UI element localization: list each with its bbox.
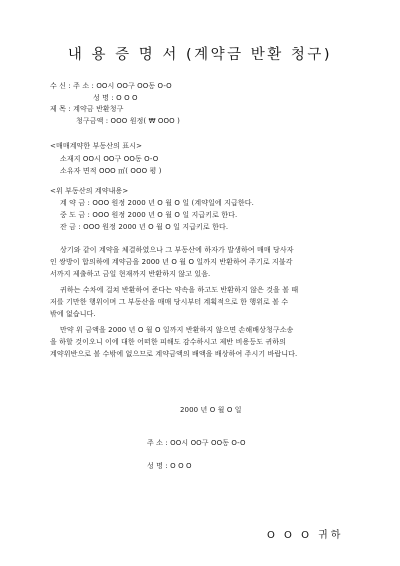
recipient-address: 수 신 : 주 소 : OO시 OO구 OO동 O-O	[50, 82, 172, 90]
contract-row-interim: 중 도 금 : OOO 원정 2000 년 O 월 O 일 지급키로 한다.	[60, 211, 238, 219]
property-location: 소재지 OO시 OO구 OO동 O-O	[60, 155, 159, 163]
body-para2-line3: 밖에 없습니다.	[50, 310, 96, 318]
body-para1-line3: 서까지 제출하고 금일 현재까지 반환하지 않고 있음.	[50, 270, 211, 278]
body-para1-line2: 인 쌍방이 합의하에 계약금을 2000 년 O 월 O 일까지 반환하여 주기로 지불각	[50, 258, 293, 266]
contract-heading: <위 부동산의 계약내용>	[50, 187, 129, 195]
sender-name: 성 명 : O O O	[147, 462, 192, 470]
body-para3-line3: 계약위반으로 볼 수밖에 없으므로 계약금액의 배액을 배상하여 주시기 바랍니다.	[50, 350, 298, 358]
property-area: 소유자 면적 OOO ㎡( OOO 평 )	[60, 167, 162, 175]
body-para3-line1: 만약 위 금액을 2000 년 O 월 O 일까지 반환하지 않으면 손해배상청구소송	[60, 326, 294, 334]
contract-row-balance: 잔 금 : OOO 원정 2000 년 O 월 O 일 지급키로 한다.	[60, 223, 229, 231]
body-para3-line2: 을 하할 것이오니 이에 대한 어떠한 피해도 감수하시고 제반 비용등도 귀하의	[50, 338, 286, 346]
sender-address: 주 소 : OO시 OO구 OO동 O-O	[147, 439, 246, 447]
recipient-name: 성 명 : O O O	[93, 94, 138, 102]
contract-row-deposit: 계 약 금 : OOO 원정 2000 년 O 월 O 일 (계약일에 지급한다.	[60, 199, 254, 207]
body-para2-line2: 저를 기만한 행위이며 그 부동산을 매매 당시부터 계획적으로 한 행위로 볼 수	[50, 298, 289, 306]
subject-line: 제 목 : 계약금 반환청구	[50, 105, 124, 113]
claim-amount: 청구금액 : OOO 원정( ₩ OOO )	[76, 117, 180, 125]
document-date: 2000 년 O 월 O 일	[180, 406, 242, 414]
body-para1-line1: 상기와 같이 계약을 체결하였으나 그 부동산에 하자가 발생하여 매매 당사자	[60, 246, 294, 254]
addressee: O O O 귀하	[267, 530, 344, 541]
body-para2-line1: 귀하는 수차에 걸쳐 반환하여 준다는 약속을 하고도 반환하지 않은 것을 볼 때	[60, 286, 299, 294]
document-title: 내 용 증 명 서 (계약금 반환 청구)	[67, 47, 333, 63]
property-heading: <매매계약한 부동산의 표시>	[50, 142, 143, 150]
